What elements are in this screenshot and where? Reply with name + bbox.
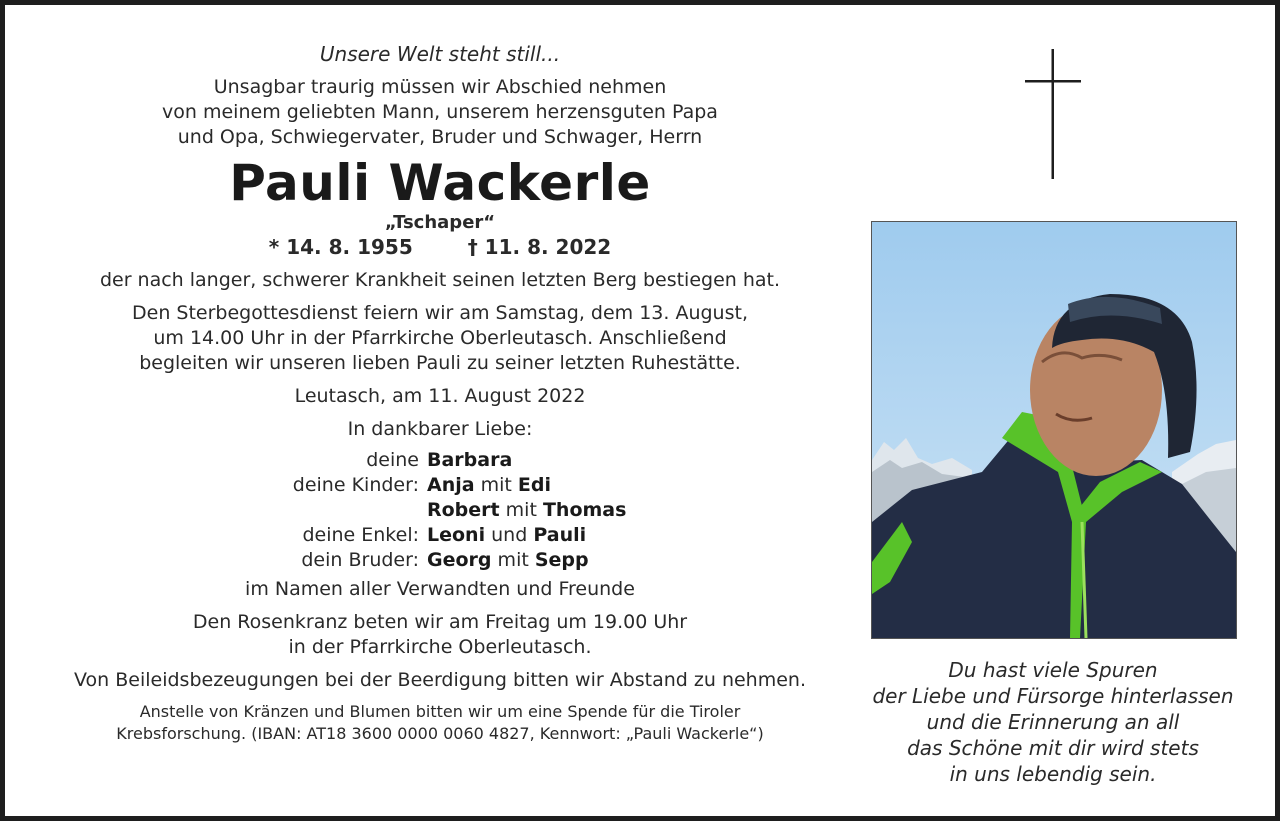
- family-label: deine: [366, 449, 419, 471]
- family-label: deine Kinder:: [292, 474, 419, 496]
- rosary-line: in der Pfarrkirche Oberleutasch.: [288, 636, 592, 658]
- announcement-line: Unsagbar traurig müssen wir Abschied nehmen: [213, 76, 667, 98]
- death-date: † 11. 8. 2022: [467, 235, 612, 259]
- family-label: deine Enkel:: [302, 524, 419, 546]
- family-names: Leoni und Pauli: [427, 524, 587, 546]
- place-date: Leutasch, am 11. August 2022: [294, 385, 586, 407]
- family-row: [35, 498, 845, 523]
- family-label: [35, 498, 427, 523]
- announcement-line: und Opa, Schwiegervater, Bruder und Schwager, Herrn: [177, 126, 703, 148]
- announcement: [35, 75, 845, 150]
- deceased-nickname: „Tschaper“: [384, 212, 496, 233]
- announcement-line: von meinem geliebten Mann, unserem herzensguten Papa: [162, 101, 718, 123]
- family-names: Anja mit Edi: [427, 474, 551, 496]
- funeral-info: [35, 301, 845, 376]
- passing-line: der nach langer, schwerer Krankheit seinen letzten Berg bestiegen hat.: [99, 269, 781, 291]
- condolence-note: Von Beileidsbezeugungen bei der Beerdigung bitten wir Abstand zu nehmen.: [74, 669, 806, 691]
- donation-line: Krebsforschung. (IBAN: AT18 3600 0000 0060 4827, Kennwort: „Pauli Wackerle“): [116, 724, 764, 743]
- family-list: [35, 448, 845, 573]
- relatives-line: im Namen aller Verwandten und Freunde: [245, 578, 635, 600]
- portrait-illustration: [872, 222, 1236, 638]
- love-line: In dankbarer Liebe:: [347, 418, 533, 440]
- obituary-text: [35, 41, 845, 745]
- family-names: Robert mit Thomas: [427, 499, 627, 521]
- deceased-name: Pauli Wackerle: [229, 154, 651, 212]
- cross-icon: [1025, 49, 1081, 179]
- donation-line: Anstelle von Kränzen und Blumen bitten wir um eine Spende für die Tiroler: [139, 702, 741, 721]
- intro-line: Unsere Welt steht still...: [319, 42, 561, 66]
- rosary-info: [35, 610, 845, 660]
- quote-line: der Liebe und Fürsorge hinterlassen: [872, 684, 1234, 708]
- family-names: Georg mit Sepp: [427, 549, 589, 571]
- portrait-photo: [871, 221, 1237, 639]
- family-row: [35, 523, 845, 548]
- family-row: [35, 473, 845, 498]
- rosary-line: Den Rosenkranz beten wir am Freitag um 19.00 Uhr: [192, 611, 688, 633]
- quote-line: in uns lebendig sein.: [949, 762, 1157, 786]
- birth-date: * 14. 8. 1955: [268, 235, 413, 259]
- life-dates: [35, 234, 845, 260]
- funeral-line: um 14.00 Uhr in der Pfarrkirche Oberleutasch. Anschließend: [153, 327, 727, 349]
- funeral-line: begleiten wir unseren lieben Pauli zu seiner letzten Ruhestätte.: [139, 352, 741, 374]
- donation-note: [35, 701, 845, 745]
- family-names: Barbara: [427, 449, 513, 471]
- funeral-line: Den Sterbegottesdienst feiern wir am Samstag, dem 13. August,: [132, 302, 748, 324]
- memorial-quote: [855, 657, 1251, 787]
- quote-line: das Schöne mit dir wird stets: [907, 736, 1199, 760]
- family-label: dein Bruder:: [301, 549, 419, 571]
- family-row: [35, 548, 845, 573]
- family-row: [35, 448, 845, 473]
- quote-line: Du hast viele Spuren: [948, 658, 1158, 682]
- quote-line: und die Erinnerung an all: [926, 710, 1180, 734]
